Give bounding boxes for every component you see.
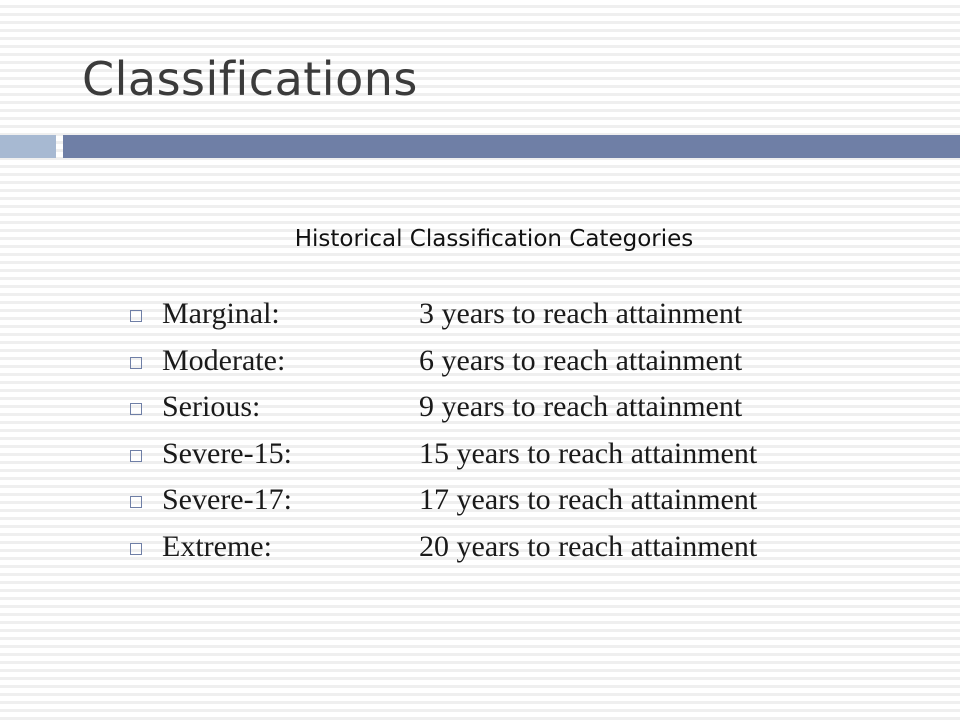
list-item	[130, 477, 757, 524]
square-bullet-icon	[130, 543, 142, 555]
square-bullet-icon	[130, 357, 142, 369]
classification-description: 3 years to reach attainment	[419, 297, 743, 331]
classification-description: 6 years to reach attainment	[419, 343, 743, 377]
list-item	[130, 338, 757, 385]
classification-label: Severe-15:	[162, 436, 292, 470]
square-bullet-icon	[130, 496, 142, 508]
classification-description: 15 years to reach attainment	[419, 436, 758, 470]
classification-list	[130, 291, 757, 570]
classification-description: 17 years to reach attainment	[419, 483, 758, 517]
list-item	[130, 291, 757, 338]
list-item	[130, 524, 757, 571]
slide-title: Classifications	[82, 52, 418, 106]
classification-label: Extreme:	[162, 529, 272, 563]
list-item	[130, 431, 757, 478]
list-item	[130, 384, 757, 431]
classification-label: Moderate:	[162, 343, 286, 377]
square-bullet-icon	[130, 403, 142, 415]
title-rule-accent	[0, 135, 56, 158]
title-rule-bar	[63, 135, 960, 158]
classification-label: Severe-17:	[162, 483, 292, 517]
classification-label: Serious:	[162, 390, 261, 424]
classification-description: 20 years to reach attainment	[419, 529, 758, 563]
classification-description: 9 years to reach attainment	[419, 390, 743, 424]
square-bullet-icon	[130, 450, 142, 462]
square-bullet-icon	[130, 310, 142, 322]
classification-label: Marginal:	[162, 297, 280, 331]
slide-subtitle: Historical Classification Categories	[294, 226, 694, 252]
